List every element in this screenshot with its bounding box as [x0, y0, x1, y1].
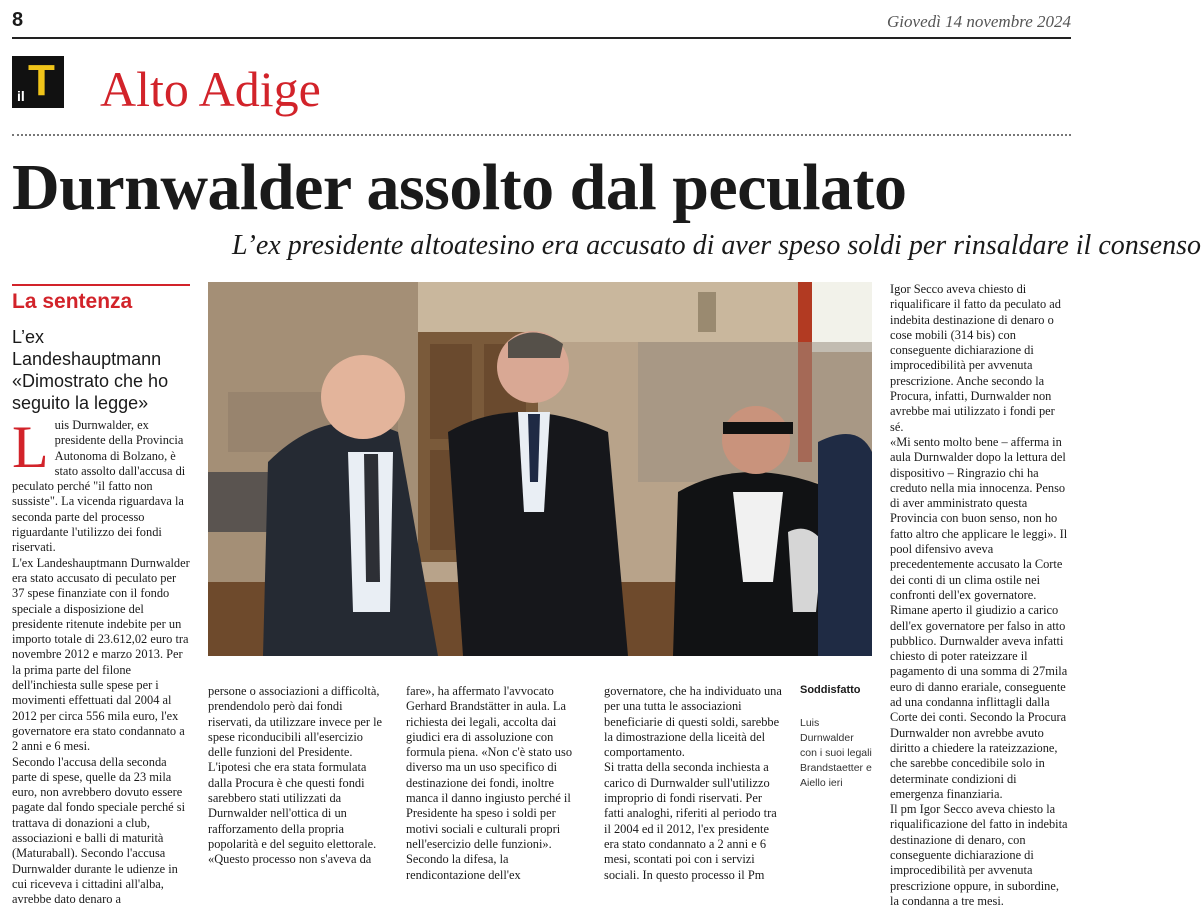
sidebar-text: L’ex Landeshauptmann «Dimostrato che ho seguito la legge» — [12, 327, 169, 413]
article-paragraph: persone o associazioni a difficoltà, prendendolo però dai fondi riservati, da utilizzare invece per le spese riconducibili all'esercizio delle funzioni del Presidente. L'ipotesi che era stata formulata dalla Procura è che questi fondi sarebbero stati utilizzati da Durnwalder nell'ottica di un rafforzamento della propria popolarità e del seguito elettorale. — [208, 684, 383, 851]
page-number: 8 — [12, 9, 24, 31]
logo-letters-il: il — [17, 88, 25, 104]
sidebar-rule — [12, 284, 190, 286]
article-paragraph: Si tratta della seconda inchiesta a carico di Durnwalder sull'utilizzo improprio di fondi riservati. Per fatti analoghi, riferiti al periodo tra il 2004 ed il 2012, l'ex presidente era stato condannato a 2 anni e 6 mesi, scontati poi con i servizi sociali. In questo processo il Pm — [604, 760, 777, 882]
dotted-divider — [12, 134, 1071, 136]
headline: Durnwalder assolto dal peculato — [12, 151, 907, 224]
article-paragraph: uis Durnwalder, ex presidente della Provincia Autonoma di Bolzano, è stato assolto dall'accusa di peculato perché "il fatto non sussiste". La vicenda riguardava la seconda parte del processo riguardante l'utilizzo dei fondi riservati. — [12, 418, 186, 555]
article-paragraph: «Questo processo non s'aveva da — [208, 852, 372, 867]
article-column-4 — [604, 684, 782, 882]
article-paragraph: Secondo l'accusa della seconda parte di spese, quelle da 23 mila euro, non avrebbero dovuto essere pagate dal fondo speciale perché si trattava di donazioni a club, associazioni e balli di maturità (Maturaball). Secondo l'accusa Durnwalder durante le udienze in cui riceveva i cittadini all'alba, avrebbe dato denaro a — [12, 754, 186, 907]
caption-title: Soddisfatto — [800, 684, 861, 696]
article-paragraph: governatore, che ha individuato una per una tutta le associazioni beneficiarie di questi soldi, sarebbe la dimostrazione della liceità del comportamento. — [604, 684, 782, 760]
article-paragraph: Il pm Igor Secco aveva chiesto la riqualificazione del fatto in indebita destinazione di denaro, con conseguente dichiarazione di improcedibilità per avvenuta prescrizione oppure, in subordine, la condanna a tre mesi. — [890, 802, 1068, 908]
article-paragraph: Rimane aperto il giudizio a carico dell'ex governatore per falso in atto pubblico. Durnwalder aveva infatti chiesto di poter rateizzare il pagamento di una somma di 27mila euro di danno erariale, conseguente ad una condanna inflittagli dalla Corte dei conti. Secondo la Procura Durnwalder non avrebbe avuto diritto a chiedere la rateizzazione, che sarebbe concedibile solo in determinate condizioni di emergenza finanziaria. — [890, 603, 1068, 801]
article-column-3 — [406, 684, 584, 882]
article-paragraph: Igor Secco aveva chiesto di riqualificare il fatto da peculato ad indebita destinazione di denaro o cose mobili (314 bis) con conseguente dichiarazione di improcedibilità per avvenuta prescrizione. Anche secondo la Procura, infatti, Durnwalder non avrebbe mai utilizzato i fondi per sé. — [890, 282, 1061, 434]
photo-caption — [800, 684, 872, 791]
article-column-1 — [12, 414, 190, 907]
drop-cap: L — [12, 414, 49, 480]
sidebar-title: La sentenza — [12, 290, 133, 313]
header-rule — [12, 37, 1071, 39]
logo-letter-t: T — [28, 56, 55, 105]
caption-text: Luis Durnwalder con i suoi legali Brandstaetter e Aiello ieri — [800, 717, 872, 789]
courtroom-photo — [208, 282, 872, 656]
article-paragraph: Secondo la difesa, la rendicontazione dell'ex — [406, 852, 521, 882]
article-column-5 — [890, 282, 1070, 908]
section-title: Alto Adige — [100, 61, 321, 117]
newspaper-logo — [12, 56, 64, 108]
article-column-2 — [208, 684, 386, 867]
article-paragraph: L'ex Landeshauptmann Durnwalder era stato accusato di peculato per 37 spese finanziate con il fondo speciale a disposizione del presidente ritenute indebite per un importo totale di 23.612,02 euro tra novembre 2012 e marzo 2013. Per la prima parte del filone dell'inchiesta sulle spese per i movimenti effettuati dal 2004 al 2012 per circa 556 mila euro, l'ex governatore era stato condannato a 2 anni e 6 mesi. — [12, 555, 190, 754]
issue-date: Giovedì 14 novembre 2024 — [887, 12, 1071, 31]
subheadline: L’ex presidente altoatesino era accusato di aver speso soldi per rinsaldare il consenso — [232, 230, 1201, 261]
article-paragraph: fare», ha affermato l'avvocato Gerhard Brandstätter in aula. La richiesta dei legali, accolta dai giudici era di assoluzione con formula piena. «Non c'è stato uso diverso ma un uso specifico di destinazione dei fondi, inoltre manca il danno ingiusto perché il Presidente ha speso i soldi per motivi sociali e culturali propri nell'esercizio delle funzioni». — [406, 684, 573, 851]
courtroom-photo-illustration — [208, 282, 872, 656]
article-paragraph: «Mi sento molto bene – afferma in aula Durnwalder dopo la lettura del dispositivo – Ringrazio chi ha creduto nella mia innocenza. Penso di aver amministrato questa Provincia con buon senso, non ho fatto altro che applicare le leggi». Il pool difensivo aveva precedentemente accusato la Corte dei conti di un clima ostile nei confronti dell'ex governatore. — [890, 434, 1068, 602]
